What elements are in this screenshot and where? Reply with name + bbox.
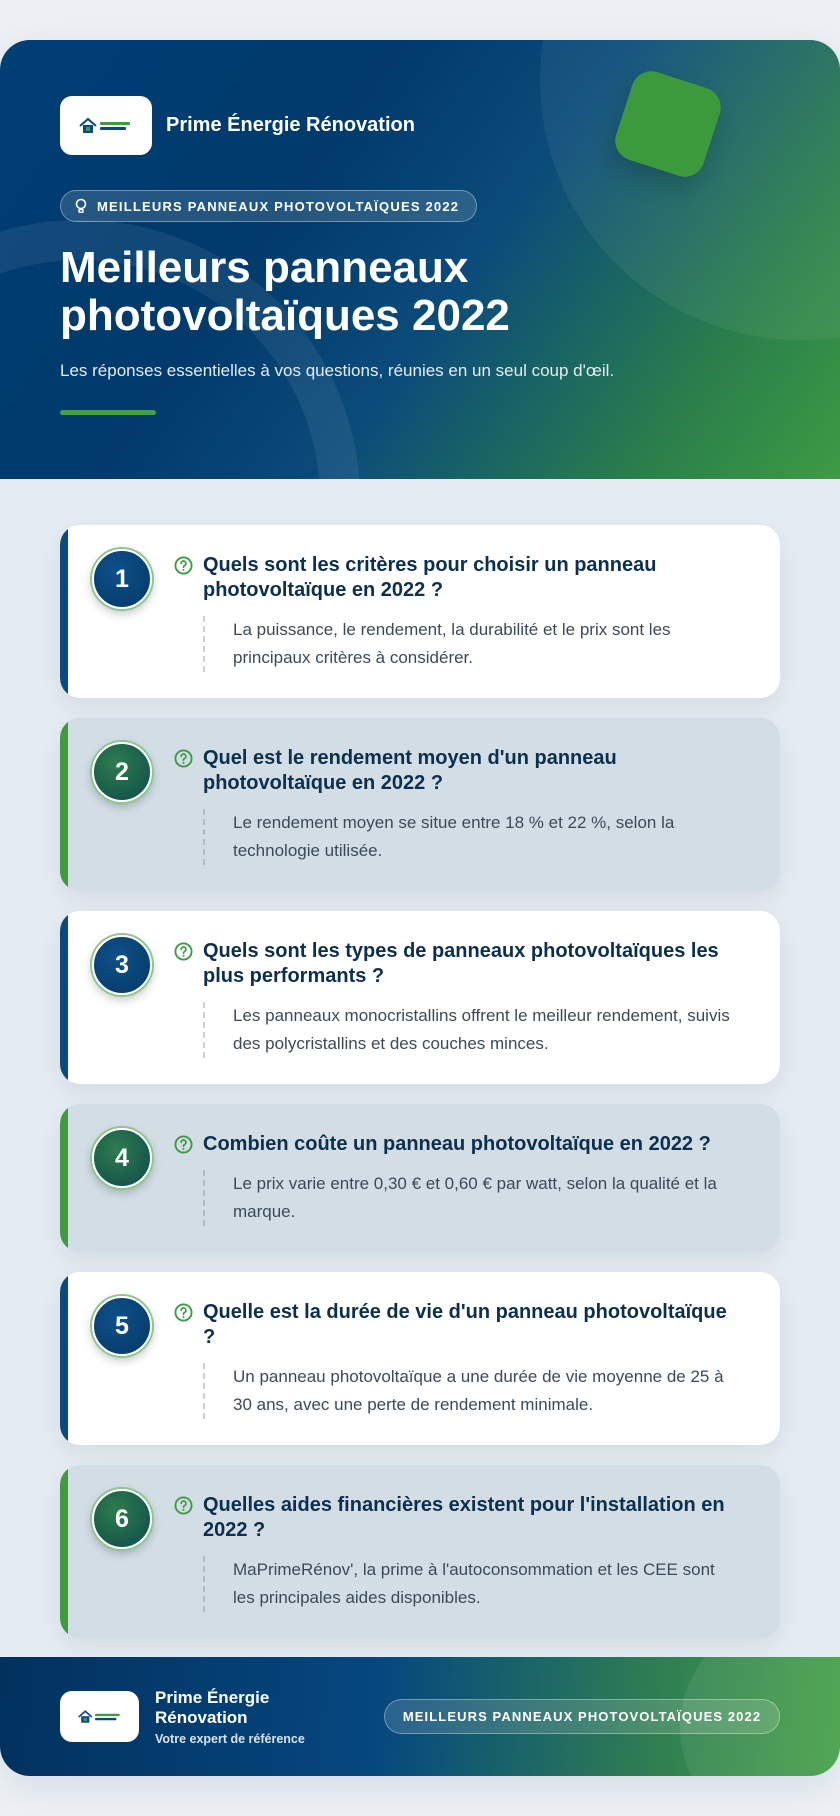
question-circle-icon (174, 942, 193, 961)
faq-accent-bar (60, 1104, 68, 1252)
footer (0, 1657, 840, 1776)
faq-number-badge: 6 (92, 1489, 152, 1549)
faq-accent-bar (60, 911, 68, 1084)
question-circle-icon (174, 749, 193, 768)
faq-item (60, 1104, 780, 1252)
faq-number-badge: 3 (92, 935, 152, 995)
house-logo-icon (77, 1708, 123, 1726)
faq-question: Quel est le rendement moyen d'un panneau photovoltaïque en 2022 ? (203, 747, 617, 794)
faq-item (60, 911, 780, 1084)
question-circle-icon (174, 556, 193, 575)
house-logo-icon (78, 115, 134, 137)
faq-question: Quels sont les critères pour choisir un panneau photovoltaïque en 2022 ? (203, 554, 657, 601)
faq-accent-bar (60, 525, 68, 698)
faq-item (60, 1272, 780, 1445)
faq-answer: Un panneau photovoltaïque a une durée de vie moyenne de 25 à 30 ans, avec une perte de rendement minimale. (203, 1363, 740, 1419)
footer-topic-tag: MEILLEURS PANNEAUX PHOTOVOLTAÏQUES 2022 (384, 1699, 780, 1734)
faq-number-badge: 1 (92, 549, 152, 609)
faq-number-badge: 2 (92, 742, 152, 802)
faq-accent-bar (60, 718, 68, 891)
faq-answer: MaPrimeRénov', la prime à l'autoconsommation et les CEE sont les principales aides disponibles. (203, 1556, 740, 1612)
infographic-card (0, 40, 840, 1776)
question-circle-icon (174, 1496, 193, 1515)
brand-logo (60, 96, 152, 155)
topic-tag (60, 190, 477, 222)
question-circle-icon (174, 1135, 193, 1154)
faq-item (60, 718, 780, 891)
faq-question: Quelles aides financières existent pour l'installation en 2022 ? (203, 1494, 725, 1541)
faq-accent-bar (60, 1465, 68, 1638)
question-circle-icon (174, 1303, 193, 1322)
page-title: Meilleurs panneaux photovoltaïques 2022 (60, 243, 510, 340)
hero-banner (0, 40, 840, 479)
faq-number-badge: 5 (92, 1296, 152, 1356)
footer-tagline: Votre expert de référence (155, 1732, 305, 1746)
faq-answer: Les panneaux monocristallins offrent le meilleur rendement, suivis des polycristallins et des couches minces. (203, 1002, 740, 1058)
faq-answer: La puissance, le rendement, la durabilité et le prix sont les principaux critères à considérer. (203, 616, 740, 672)
faq-question: Quelle est la durée de vie d'un panneau photovoltaïque ? (203, 1301, 727, 1348)
footer-brand-name: Prime Énergie Rénovation (155, 1688, 270, 1727)
lightbulb-icon (75, 198, 87, 214)
topic-tag-label: MEILLEURS PANNEAUX PHOTOVOLTAÏQUES 2022 (97, 198, 460, 214)
brand-name: Prime Énergie Rénovation (166, 114, 415, 136)
faq-accent-bar (60, 1272, 68, 1445)
faq-question: Quels sont les types de panneaux photovoltaïques les plus performants ? (203, 940, 719, 987)
faq-item (60, 525, 780, 698)
faq-number-badge: 4 (92, 1128, 152, 1188)
faq-answer: Le prix varie entre 0,30 € et 0,60 € par watt, selon la qualité et la marque. (203, 1170, 740, 1226)
faq-item (60, 1465, 780, 1638)
faq-list (60, 525, 780, 1658)
accent-bar (60, 410, 156, 415)
footer-logo (60, 1691, 139, 1742)
faq-answer: Le rendement moyen se situe entre 18 % et 22 %, selon la technologie utilisée. (203, 809, 740, 865)
faq-question: Combien coûte un panneau photovoltaïque en 2022 ? (203, 1133, 711, 1155)
page-subtitle: Les réponses essentielles à vos questions, réunies en un seul coup d'œil. (60, 361, 615, 380)
